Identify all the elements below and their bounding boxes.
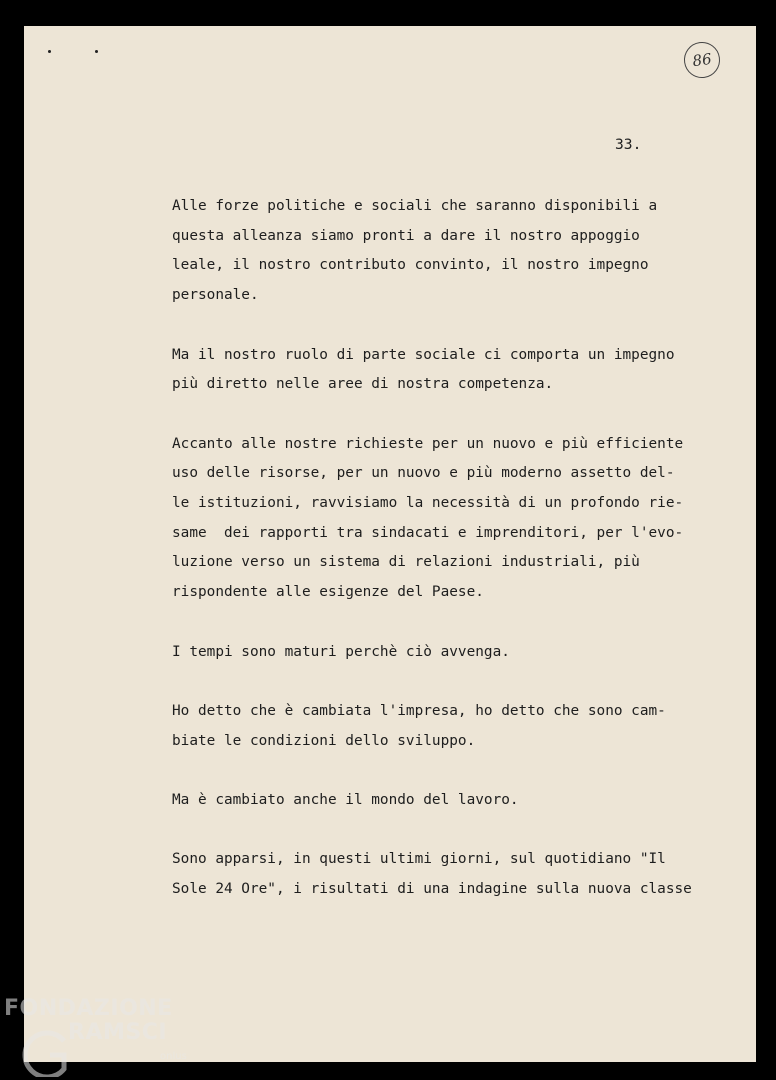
text-line: Alle forze politiche e sociali che saranno disponibili a — [172, 198, 658, 214]
watermark-suffix: onlus — [160, 1051, 187, 1062]
typed-text-body — [172, 192, 732, 905]
paragraph — [172, 192, 732, 311]
text-line: Ma è cambiato anche il mondo del lavoro. — [172, 791, 519, 808]
text-line: leale, il nostro contributo convinto, il nostro impegno — [172, 257, 649, 274]
paragraph — [172, 845, 732, 904]
paragraph — [172, 697, 732, 756]
paragraph — [172, 430, 732, 608]
text-line: Sole 24 Ore", i risultati di una indagine sulla nuova classe — [172, 881, 692, 898]
watermark-line2: RAMSCI — [68, 1020, 168, 1045]
text-line: biate le condizioni dello sviluppo. — [172, 732, 476, 749]
text-line: questa alleanza siamo pronti a dare il nostro appoggio — [172, 227, 640, 244]
fondazione-gramsci-watermark — [4, 993, 204, 1077]
punch-mark — [95, 50, 98, 53]
paragraph — [172, 638, 732, 668]
text-line: Accanto alle nostre richieste per un nuovo e più efficiente — [172, 435, 684, 452]
text-line: rispondente alle esigenze del Paese. — [172, 584, 484, 601]
archive-stamp-number: 86 — [682, 40, 723, 81]
text-line: più diretto nelle aree di nostra competenza. — [172, 376, 554, 393]
watermark-line1: FONDAZIONE — [4, 996, 173, 1021]
text-line: luzione verso un sistema di relazioni industriali, più — [172, 554, 640, 571]
text-line: Ma il nostro ruolo di parte sociale ci comporta un impegno — [172, 346, 675, 363]
text-line: le istituzioni, ravvisiamo la necessità di un profondo rie- — [172, 495, 684, 511]
text-line: same dei rapporti tra sindacati e imprenditori, per l'evo- — [172, 524, 684, 541]
text-line: Sono apparsi, in questi ultimi giorni, sul quotidiano "Il — [172, 851, 666, 868]
paragraph — [172, 786, 732, 816]
punch-mark — [48, 50, 51, 53]
gramsci-g-icon — [25, 1033, 64, 1077]
text-line: uso delle risorse, per un nuovo e più moderno assetto del- — [172, 465, 675, 482]
paragraph — [172, 341, 732, 400]
text-line: personale. — [172, 287, 259, 304]
text-line: Ho detto che è cambiata l'impresa, ho detto che sono cam- — [172, 702, 666, 719]
page-number: 33. — [615, 136, 642, 153]
text-line: I tempi sono maturi perchè ciò avvenga. — [172, 643, 510, 660]
